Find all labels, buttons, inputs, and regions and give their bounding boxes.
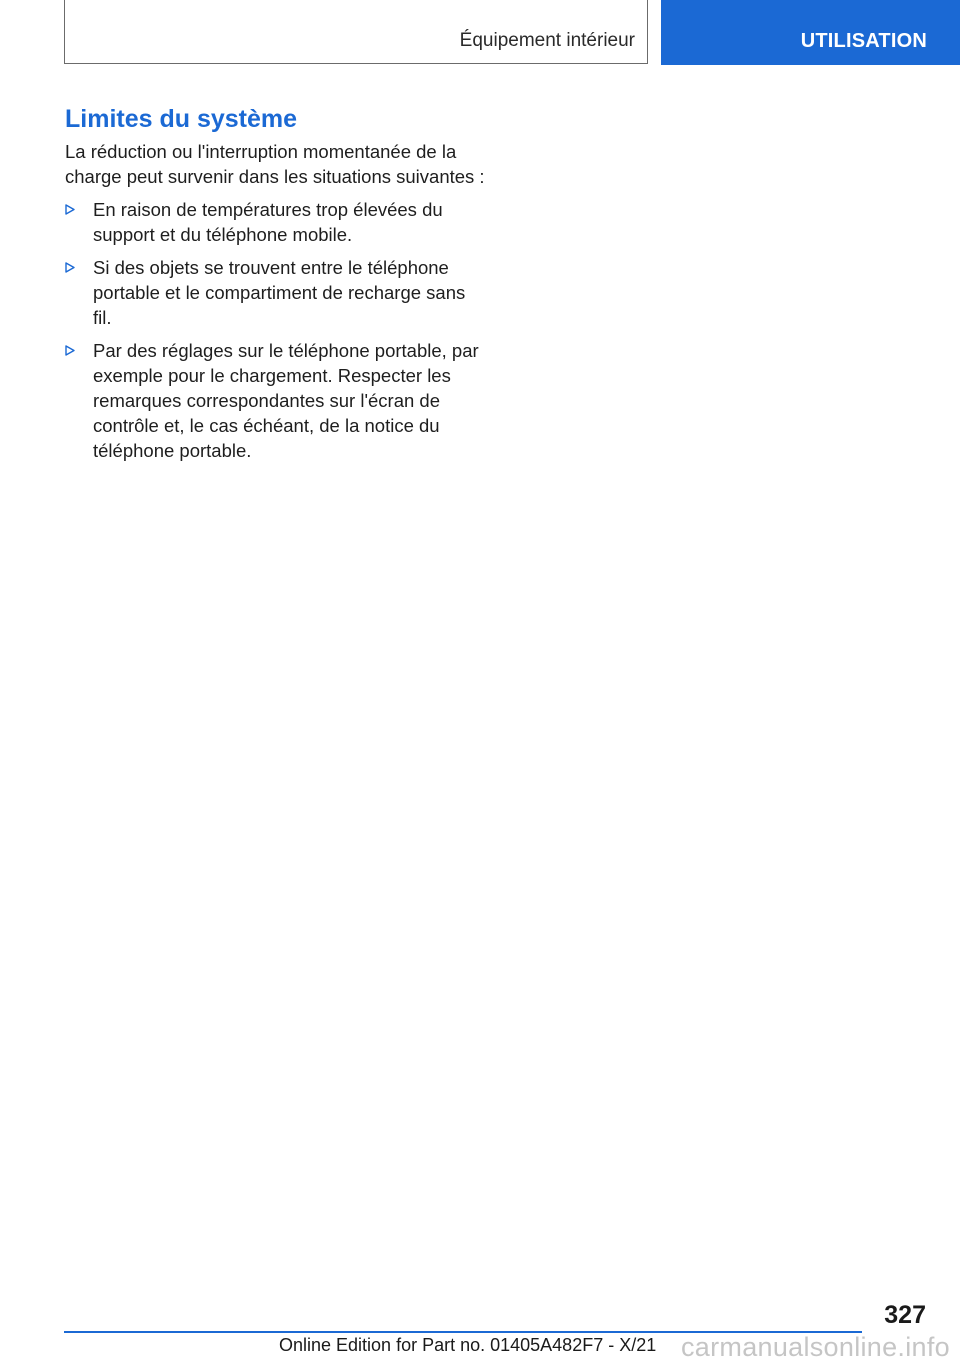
header-chapter-label: UTILISATION <box>800 30 927 52</box>
header-section-box <box>64 0 648 64</box>
page-number: 327 <box>884 1301 926 1329</box>
list-item <box>65 197 485 247</box>
intro-paragraph: La réduction ou l'interruption momentanée de la charge peut survenir dans les situations suivantes : <box>65 141 485 187</box>
list-item-text: En raison de températures trop élevées du support et du téléphone mobile. <box>93 199 443 245</box>
header-chapter-tab[interactable] <box>661 0 960 65</box>
header-section-title: Équipement intérieur <box>459 30 635 51</box>
section-heading: Limites du système <box>65 105 298 133</box>
bullet-list <box>65 197 485 463</box>
main-content <box>65 103 485 471</box>
footer-edition-text: Online Edition for Part no. 01405A482F7 - X/21 <box>279 1335 657 1355</box>
triangle-bullet-icon <box>65 262 75 273</box>
list-item-text: Par des réglages sur le téléphone portable, par exemple pour le chargement. Respecter les remarques correspondantes sur l'écran de contrôle et, le cas échéant, de la notice du téléphone portable. <box>93 340 479 461</box>
list-item-text: Si des objets se trouvent entre le téléphone portable et le compartiment de recharge sans fil. <box>93 257 466 328</box>
triangle-bullet-icon <box>65 345 75 356</box>
watermark: carmanualsonline.info <box>681 1332 950 1362</box>
triangle-bullet-icon <box>65 204 75 215</box>
list-item <box>65 255 485 330</box>
list-item <box>65 338 485 463</box>
